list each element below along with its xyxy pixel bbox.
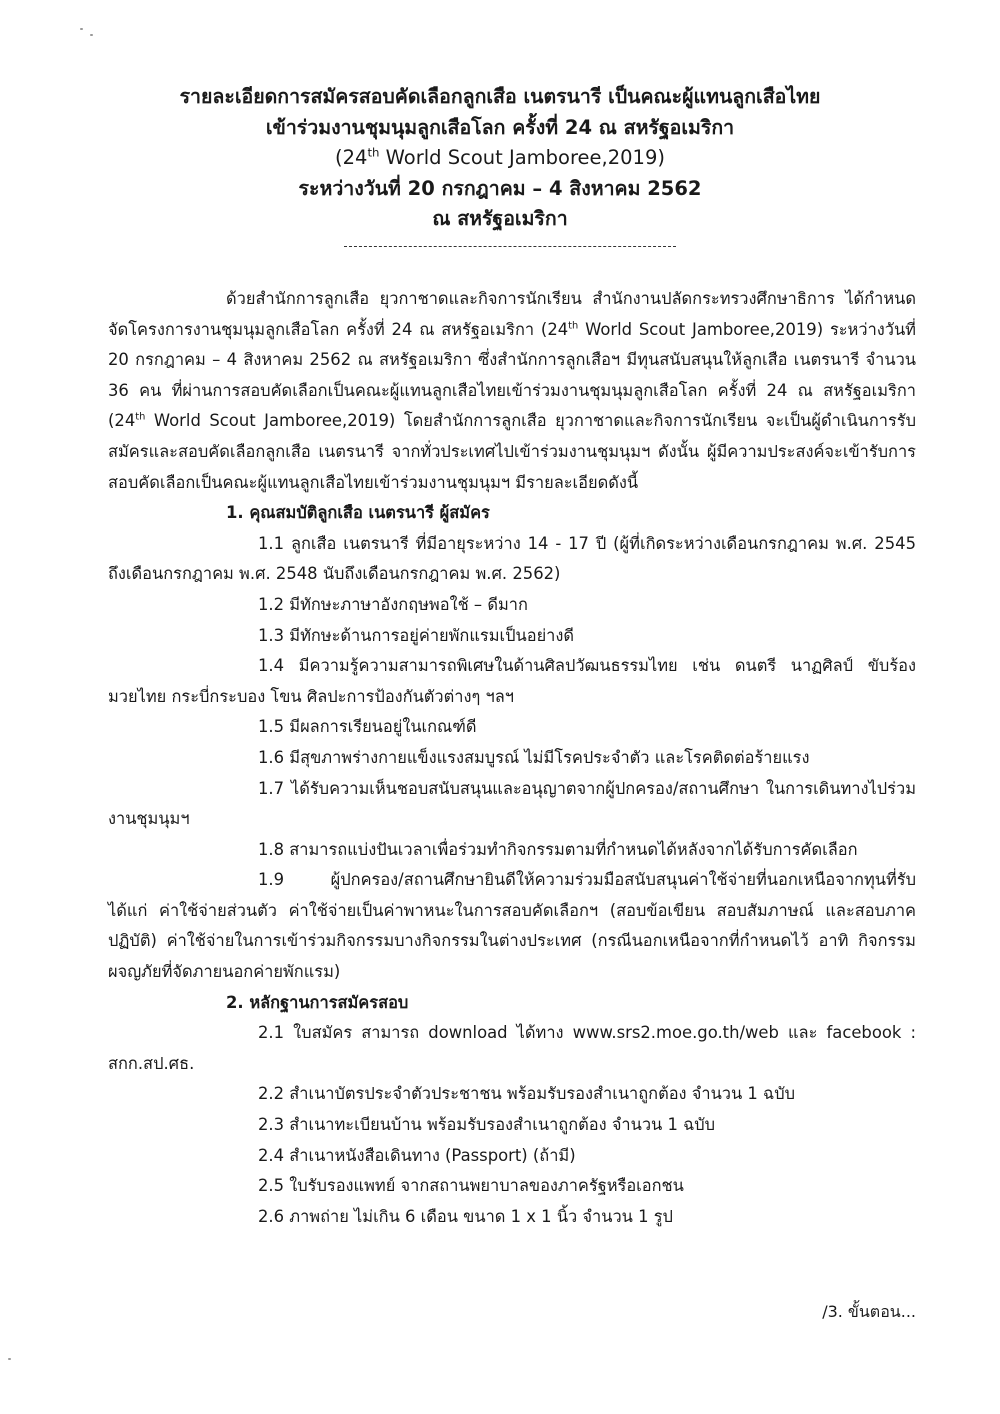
- section-1-heading: 1. คุณสมบัติลูกเสือ เนตรนารี ผู้สมัคร: [226, 503, 490, 523]
- document-title: [0, 82, 1000, 235]
- section-1-item: 1.3 มีทักษะด้านการอยู่ค่ายพักแรมเป็นอย่างดี: [258, 625, 575, 645]
- section-1-item: 1.1 ลูกเสือ เนตรนารี ที่มีอายุระหว่าง 14 - 17 ปี (ผู้ที่เกิดระหว่างเดือนกรกฎาคม พ.ศ. 2545 ถึงเดือนกรกฎาคม พ.ศ. 2548 นับถึงเดือนกรกฎาคม พ.ศ. 2562): [108, 533, 916, 584]
- section-2-item: 2.4 สำเนาหนังสือเดินทาง (Passport) (ถ้ามี): [258, 1145, 576, 1165]
- section-1-item: 1.6 มีสุขภาพร่างกายแข็งแรงสมบูรณ์ ไม่มีโรคประจำตัว และโรคติดต่อร้ายแรง: [258, 747, 810, 767]
- section-2-item: 2.6 ภาพถ่าย ไม่เกิน 6 เดือน ขนาด 1 x 1 นิ้ว จำนวน 1 รูป: [258, 1206, 673, 1226]
- title-separator: [344, 246, 676, 247]
- title-line-1: รายละเอียดการสมัครสอบคัดเลือกลูกเสือ เนตรนารี เป็นคณะผู้แทนลูกเสือไทย: [179, 85, 821, 108]
- section-1-item: 1.9 ผู้ปกครอง/สถานศึกษายินดีให้ความร่วมมือสนับสนุนค่าใช้จ่ายที่นอกเหนือจากทุนที่รับ ได้แก่ ค่าใช้จ่ายส่วนตัว ค่าใช้จ่ายเป็นค่าพาหนะในการสอบคัดเลือกฯ (สอบข้อเขียน สอบสัมภาษณ์ และสอบภาคปฏิบัติ) ค่าใช้จ่ายในการเข้าร่วมกิจกรรมบางกิจกรรมในต่างประเทศ (กรณีนอกเหนือจากที่กำหนดไว้ อาทิ กิจกรรมผจญภัยที่จัดภายนอกค่ายพักแรม): [108, 870, 916, 982]
- scan-speck: [90, 34, 93, 36]
- section-2-heading: 2. หลักฐานการสมัครสอบ: [226, 992, 409, 1012]
- section-2-item: 2.3 สำเนาทะเบียนบ้าน พร้อมรับรองสำเนาถูกต้อง จำนวน 1 ฉบับ: [258, 1115, 716, 1135]
- intro-part-2: World Scout Jamboree,2019) ระหว่างวันที่ 20 กรกฎาคม – 4 สิงหาคม 2562 ณ สหรัฐอเมริกา ซึ่งสำนักการลูกเสือฯ มีทุนสนับสนุนให้ลูกเสือ เนตรนารี จำนวน 36 คน ที่ผ่านการสอบคัดเลือกเป็นคณะผู้แทนลูกเสือไทยเข้าร่วมงานชุมนุมลูกเสือโลก ครั้งที่ 24 ณ สหรัฐอเมริกา (24: [108, 319, 916, 431]
- scan-speck: [80, 28, 83, 30]
- section-1-item: 1.5 มีผลการเรียนอยู่ในเกณฑ์ดี: [258, 717, 477, 737]
- title-en-rest: World Scout Jamboree,2019): [379, 146, 665, 169]
- title-line-3: ระหว่างวันที่ 20 กรกฎาคม – 4 สิงหาคม 2562: [298, 176, 702, 200]
- section-1-item: 1.4 มีความรู้ความสามารถพิเศษในด้านศิลปวัฒนธรรมไทย เช่น ดนตรี นาฏศิลป์ ขับร้อง มวยไทย กระบี่กระบอง โขน ศิลปะการป้องกันตัวต่างๆ ฯลฯ: [108, 656, 916, 706]
- continuation-reference: /3. ขั้นตอน...: [822, 1302, 916, 1321]
- document-body: [108, 284, 916, 1232]
- title-en-open: (24: [335, 146, 368, 169]
- title-line-4: ณ สหรัฐอเมริกา: [432, 207, 568, 230]
- section-2-item: 2.1 ใบสมัคร สามารถ download ได้ทาง www.srs2.moe.go.th/web และ facebook : สกก.สป.ศธ.: [108, 1023, 916, 1073]
- section-1-item: 1.2 มีทักษะภาษาอังกฤษพอใช้ – ดีมาก: [258, 594, 528, 614]
- section-1-item: 1.7 ได้รับความเห็นชอบสนับสนุนและอนุญาตจากผู้ปกครอง/สถานศึกษา ในการเดินทางไปร่วมงานชุมนุมฯ: [108, 778, 916, 829]
- scan-speck: [8, 1358, 11, 1360]
- intro-part-3: World Scout Jamboree,2019) โดยสำนักการลูกเสือ ยุวกาชาดและกิจการนักเรียน จะเป็นผู้ดำเนินการรับสมัครและสอบคัดเลือกลูกเสือ เนตรนารี จากทั่วประเทศไปเข้าร่วมงานชุมนุมฯ ดังนั้น ผู้มีความประสงค์จะเข้ารับการสอบคัดเลือกเป็นคณะผู้แทนลูกเสือไทยเข้าร่วมงานชุมนุมฯ มีรายละเอียดดังนี้: [108, 411, 916, 492]
- title-line-english: [0, 143, 1000, 174]
- section-2-item: 2.2 สำเนาบัตรประจำตัวประชาชน พร้อมรับรองสำเนาถูกต้อง จำนวน 1 ฉบับ: [258, 1084, 796, 1104]
- intro-part-1: ด้วยสำนักการลูกเสือ ยุวกาชาดและกิจการนักเรียน สำนักงานปลัดกระทรวงศึกษาธิการ ได้กำหนดจัดโครงการงานชุมนุมลูกเสือโลก ครั้งที่ 24 ณ สหรัฐอเมริกา (24: [108, 289, 916, 339]
- section-1-item: 1.8 สามารถแบ่งปันเวลาเพื่อร่วมทำกิจกรรมตามที่กำหนดได้หลังจากได้รับการคัดเลือก: [258, 839, 858, 859]
- title-en-sup: th: [367, 145, 380, 160]
- intro-sup-2: th: [135, 411, 146, 423]
- intro-paragraph: [108, 284, 916, 498]
- section-2-item: 2.5 ใบรับรองแพทย์ จากสถานพยาบาลของภาครัฐหรือเอกชน: [258, 1176, 684, 1196]
- title-line-2: เข้าร่วมงานชุมนุมลูกเสือโลก ครั้งที่ 24 ณ สหรัฐอเมริกา: [265, 115, 735, 139]
- intro-sup-1: th: [568, 320, 579, 332]
